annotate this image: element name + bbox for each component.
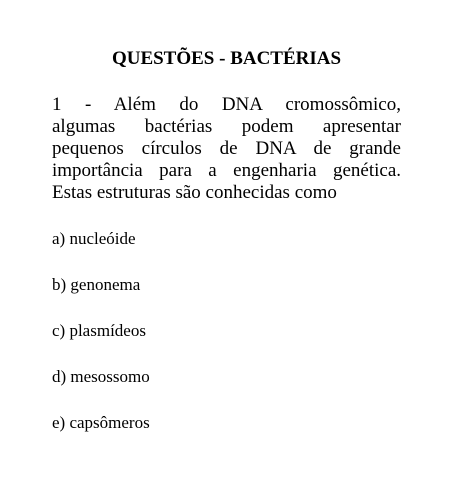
question-line: Estas estruturas são conhecidas como bbox=[52, 182, 337, 203]
question-line: importância para a engenharia genética. bbox=[52, 160, 401, 181]
answer-options bbox=[52, 229, 401, 433]
question-line: 1 - Além do DNA cromossômico, bbox=[52, 94, 401, 115]
question-text bbox=[52, 94, 401, 204]
option-e: e) capsômeros bbox=[52, 413, 150, 432]
page-title: QUESTÕES - BACTÉRIAS bbox=[111, 48, 342, 69]
question-line: algumas bactérias podem apresentar bbox=[52, 116, 401, 137]
document-page bbox=[52, 48, 401, 459]
option-a: a) nucleóide bbox=[52, 229, 136, 248]
question-line: pequenos círculos de DNA de grande bbox=[52, 138, 401, 159]
option-b: b) genonema bbox=[52, 275, 141, 294]
option-d: d) mesossomo bbox=[52, 367, 150, 386]
option-c: c) plasmídeos bbox=[52, 321, 146, 340]
